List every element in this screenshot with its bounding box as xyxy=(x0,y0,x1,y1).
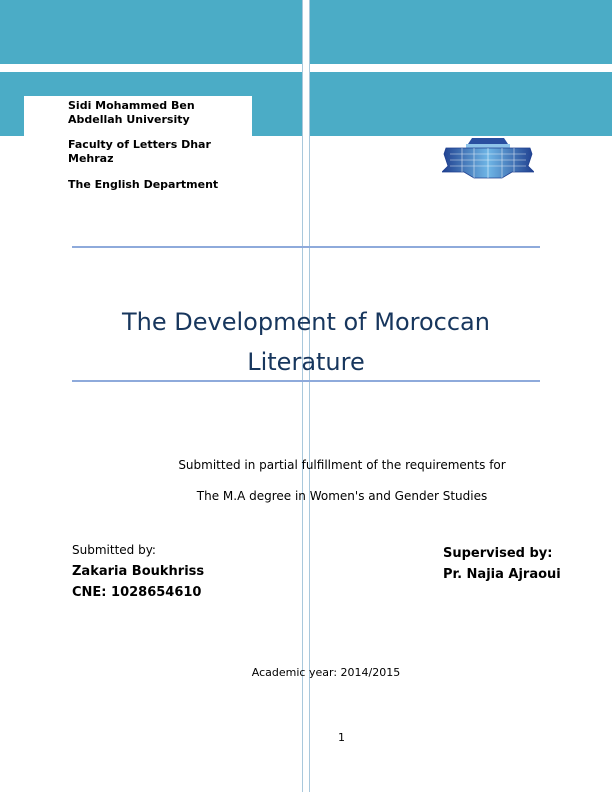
university-name: Sidi Mohammed Ben Abdellah University xyxy=(68,99,195,126)
supervisor-name: Pr. Najia Ajraoui xyxy=(443,567,561,582)
department-name: The English Department xyxy=(68,178,219,191)
thesis-title: The Development of Moroccan Literature xyxy=(122,308,490,376)
student-cne: CNE: 1028654610 xyxy=(72,585,202,600)
university-logo-icon xyxy=(442,134,534,180)
title-rule-top xyxy=(72,246,540,248)
title-rule-bottom xyxy=(72,380,540,382)
submitted-by-label: Submitted by: xyxy=(72,543,156,557)
degree-statement: The M.A degree in Women's and Gender Studies xyxy=(196,489,488,503)
academic-year: Academic year: 2014/2015 xyxy=(251,666,401,679)
faculty-name: Faculty of Letters Dhar Mehraz xyxy=(68,138,211,165)
header-band-right xyxy=(310,0,612,64)
supervised-by-label: Supervised by: xyxy=(443,546,553,561)
page-number: 1 xyxy=(338,731,345,744)
header-band-left xyxy=(0,0,302,64)
student-name: Zakaria Boukhriss xyxy=(72,564,205,579)
submission-statement: Submitted in partial fulfillment of the requirements for xyxy=(178,458,506,472)
